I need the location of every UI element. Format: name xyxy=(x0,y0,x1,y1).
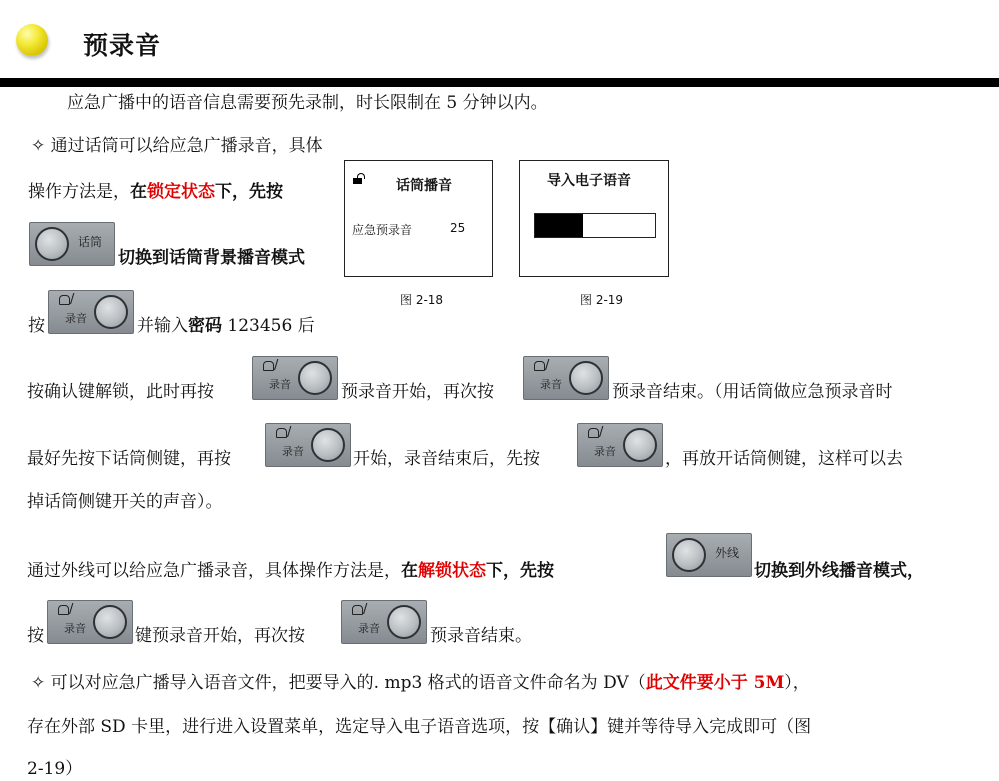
intro-text: 应急广播中的语音信息需要预先录制，时长限制在 5 分钟以内。 xyxy=(67,93,548,113)
start-text: 开始，录音结束后，先按 xyxy=(353,449,540,469)
line-record-end-text: 预录音结束。 xyxy=(430,626,532,646)
press-text: 按 xyxy=(27,626,44,646)
fig18-caption: 图 2-18 xyxy=(400,293,444,307)
figure-2-18-lcd xyxy=(344,160,493,277)
lock-icon: / xyxy=(534,359,549,373)
import-progress-bar xyxy=(534,213,656,238)
password-text: 并输入密码 123456 后 xyxy=(137,316,315,336)
lock-icon: / xyxy=(276,426,291,440)
header-divider xyxy=(0,78,999,87)
record-end-text: 预录音结束。（用话筒做应急预录音时 xyxy=(612,382,893,402)
release-text: ，再放开话筒侧键，这样可以去 xyxy=(665,449,903,469)
fig19-caption: 图 2-19 xyxy=(580,293,624,307)
record-label: 录音 xyxy=(594,445,616,458)
knob-icon xyxy=(387,605,421,639)
knob-icon xyxy=(311,428,345,462)
fig19-title: 导入电子语音 xyxy=(547,173,631,189)
import-para-line-3: 2-19） xyxy=(27,759,83,779)
mic-para-line-1: ✧ 通过话筒可以给应急广播录音，具体 xyxy=(31,136,323,156)
figure-2-19-lcd xyxy=(519,160,669,277)
unlock-text: 按确认键解锁，此时再按 xyxy=(27,382,214,402)
mic-para-line-2: 操作方法是，在锁定状态下，先按 xyxy=(28,182,283,202)
knob-icon xyxy=(569,361,603,395)
knob-icon xyxy=(298,361,332,395)
line-record-start-text: 键预录音开始，再次按 xyxy=(135,626,305,646)
page-title: 预录音 xyxy=(83,31,162,60)
import-para-line-2: 存在外部 SD 卡里，进行进入设置菜单，选定导入电子语音选项，按【确认】键并等待导入完成即可（图 xyxy=(27,717,812,737)
record-start-text: 预录音开始，再次按 xyxy=(341,382,494,402)
lock-record-button[interactable] xyxy=(341,600,427,644)
lock-record-button[interactable] xyxy=(265,423,351,467)
fig18-title: 话筒播音 xyxy=(396,178,452,194)
mic-mode-text: 切换到话筒背景播音模式 xyxy=(118,248,305,268)
line-button[interactable] xyxy=(666,533,752,577)
import-para-line-1: ✧ 可以对应急广播导入语音文件，把要导入的. mp3 格式的语音文件命名为 DV（此文件要小于 5M）， xyxy=(31,673,810,693)
mic-button[interactable] xyxy=(29,222,115,266)
import-progress-fill xyxy=(535,214,583,237)
line-button-label: 外线 xyxy=(715,546,740,560)
lock-record-button[interactable] xyxy=(48,290,134,334)
knob-icon xyxy=(94,295,128,329)
line-mode-text: 切换到外线播音模式， xyxy=(754,561,924,581)
knob-icon xyxy=(93,605,127,639)
record-label: 录音 xyxy=(64,622,86,635)
lock-record-button[interactable] xyxy=(523,356,609,400)
lock-icon: / xyxy=(352,603,367,617)
fig18-item: 应急预录音 xyxy=(352,223,413,237)
record-label: 录音 xyxy=(282,445,304,458)
lock-icon: / xyxy=(59,293,74,307)
knob-icon xyxy=(35,227,69,261)
record-label: 录音 xyxy=(358,622,380,635)
mic-button-label: 话筒 xyxy=(78,235,103,249)
lock-icon: / xyxy=(263,359,278,373)
record-label: 录音 xyxy=(269,378,291,391)
lock-record-button[interactable] xyxy=(577,423,663,467)
record-label: 录音 xyxy=(540,378,562,391)
lock-icon: / xyxy=(58,603,73,617)
fig18-value: 25 xyxy=(450,221,466,235)
mic-para-end: 掉话筒侧键开关的声音）。 xyxy=(27,492,223,512)
yellow-bullet-icon xyxy=(16,24,48,56)
knob-icon xyxy=(672,538,706,572)
unlock-icon xyxy=(353,173,365,183)
lock-record-button[interactable] xyxy=(47,600,133,644)
knob-icon xyxy=(623,428,657,462)
lock-icon: / xyxy=(588,426,603,440)
lock-record-button[interactable] xyxy=(252,356,338,400)
press-text: 按 xyxy=(28,316,45,336)
record-label: 录音 xyxy=(65,312,87,325)
side-key-text: 最好先按下话筒侧键，再按 xyxy=(27,449,231,469)
line-para-line-1a: 通过外线可以给应急广播录音，具体操作方法是，在解锁状态下，先按 xyxy=(27,561,554,581)
